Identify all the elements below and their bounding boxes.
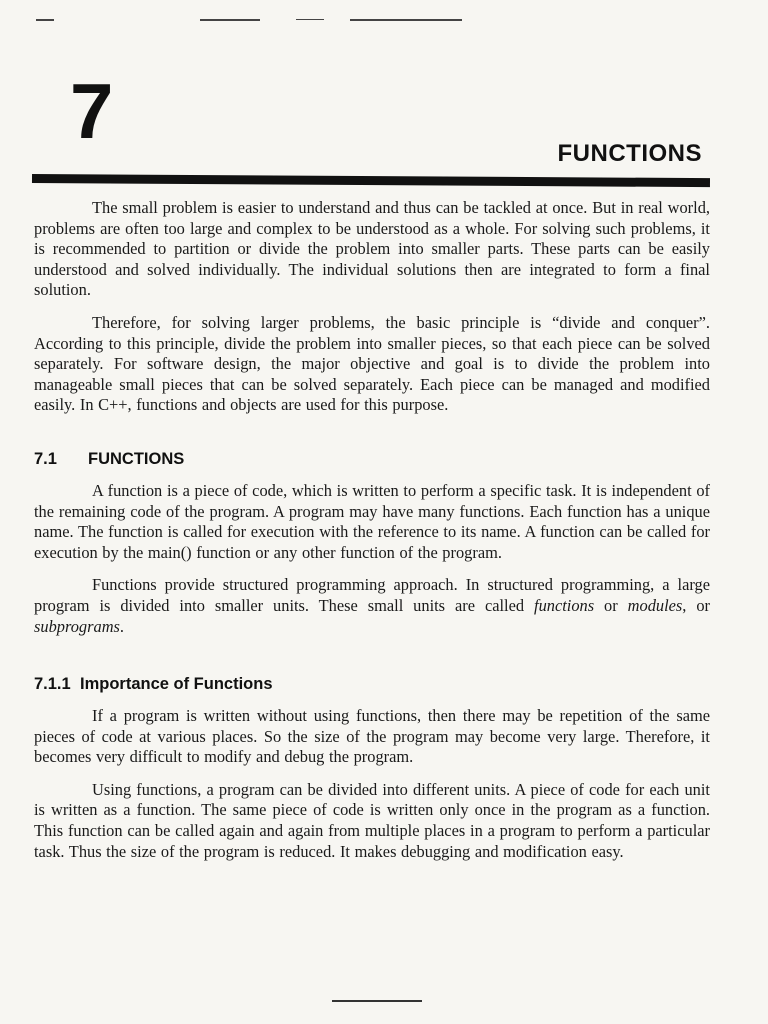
scan-mark-center-right (350, 19, 462, 21)
chapter-title: FUNCTIONS (557, 140, 702, 167)
scan-edge-marks (0, 16, 768, 26)
term-modules: modules (627, 595, 683, 615)
scan-mark-center-left (200, 19, 260, 21)
chapter-number: 7 (70, 67, 114, 155)
section-7-1-1-paragraph-1: If a program is written without using functions, then there may be repetition of the same pieces of code at various places. So the size of the program may become very large. Therefore, it becomes very difficult to modify and debug the program. (34, 706, 710, 767)
section-number: 7.1 (34, 449, 57, 468)
section-7-1-1-paragraph-2: Using functions, a program can be divided into different units. A piece of code for each unit is written as a function. The same piece of code is written only once in the program as a function. This function can be called again and again from multiple places in a program to perform a particular task. Thus the size of the program is reduced. It makes debugging and modification easy. (34, 779, 710, 861)
paragraph-text-start: Functions provide structured programming approach. In structured programming, a large program is divided into smaller units. These small units are called (34, 575, 710, 615)
chapter-divider-rule (32, 174, 710, 187)
intro-paragraph-1: The small problem is easier to understand and thus can be tackled at once. But in real world, problems are often too large and complex to be understood as a whole. For solving such problems, it is recommended to partition or divide the problem into smaller parts. These parts can be easily understood and solved individually. The individual solutions then are integrated to form a final solution. (34, 198, 710, 300)
intro-paragraph-2: Therefore, for solving larger problems, the basic principle is “divide and conquer”. According to this principle, divide the problem into smaller pieces, so that each piece can be solved separately. For software design, the major objective and goal is to divide the problem into manageable small pieces that can be solved separately. Each piece can be managed and modified easily. In C++, functions and objects are used for this purpose. (34, 312, 710, 415)
subsection-title: Importance of Functions (80, 675, 273, 694)
term-functions: functions (534, 595, 595, 615)
page-body (34, 198, 710, 862)
subsection-number: 7.1.1 (34, 675, 71, 694)
connector-comma-or: , or (682, 595, 710, 615)
section-heading-7-1-1 (34, 675, 710, 694)
section-heading-7-1 (34, 450, 710, 469)
section-7-1-paragraph-2 (34, 575, 710, 637)
scan-mark-bottom (332, 1000, 422, 1002)
scan-mark-left (36, 19, 54, 21)
section-7-1-paragraph-1: A function is a piece of code, which is written to perform a specific task. It is independent of the remaining code of the program. A program may have many functions. Each function has a unique name. The function is called for execution with the reference to its name. A function can be called for execution by the main() function or any other function of the program. (34, 480, 710, 562)
term-subprograms: subprograms (34, 616, 120, 636)
connector-or: or (594, 595, 628, 615)
scan-mark-center (296, 19, 324, 20)
section-title: FUNCTIONS (88, 449, 185, 468)
paragraph-end: . (119, 616, 125, 636)
